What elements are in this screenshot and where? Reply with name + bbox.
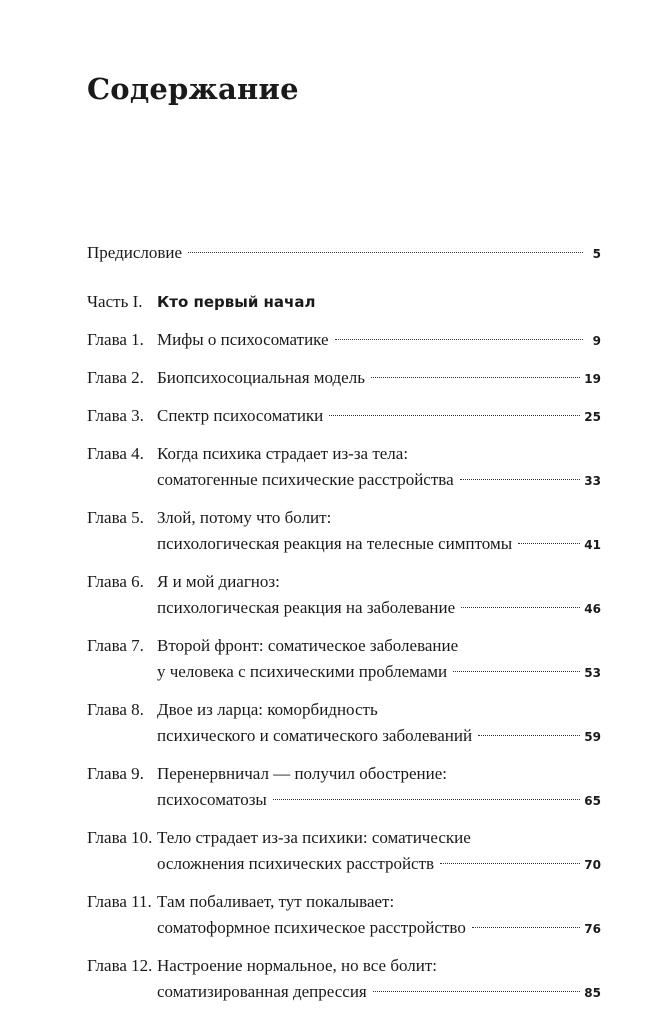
- chapter-label: Глава 3.: [87, 406, 144, 425]
- toc-entry-chapter[interactable]: [87, 889, 601, 942]
- toc-entry-body: [157, 569, 601, 622]
- chapter-label: Глава 4.: [87, 444, 144, 463]
- chapter-title-line: Там побаливает, тут покалывает:: [157, 892, 395, 911]
- toc-entry-body: [157, 441, 601, 494]
- toc-entry-body: [157, 505, 601, 558]
- toc-entry-body: [87, 240, 601, 267]
- chapter-label: Глава 9.: [87, 764, 144, 783]
- chapter-label: Глава 10.: [87, 828, 153, 847]
- dot-leader: [472, 927, 580, 928]
- toc-page-number: 53: [584, 666, 601, 680]
- dot-leader: [478, 735, 580, 736]
- toc-entry-title: Предисловие: [87, 243, 183, 262]
- chapter-title-line: соматогенные психические расстройства: [157, 470, 454, 489]
- part-label: Часть I.: [87, 292, 143, 311]
- toc-page-number: 41: [584, 538, 601, 552]
- chapter-title-line: Двое из ларца: коморбидность: [157, 700, 378, 719]
- toc-page-number: 9: [592, 334, 601, 348]
- toc-entry-chapter[interactable]: [87, 953, 601, 1006]
- chapter-label: Глава 11.: [87, 892, 152, 911]
- chapter-title-line: психологическая реакция на телесные симптомы: [157, 534, 513, 553]
- chapter-title-line: соматизированная депрессия: [157, 982, 367, 1001]
- toc-page-number: 5: [592, 247, 601, 261]
- dot-leader: [518, 543, 580, 544]
- chapter-title-line: осложнения психических расстройств: [157, 854, 435, 873]
- dot-leader: [371, 377, 580, 378]
- chapter-label: Глава 7.: [87, 636, 144, 655]
- dot-leader: [373, 991, 581, 992]
- dot-leader: [453, 671, 580, 672]
- toc-entry-body: [157, 365, 601, 392]
- dot-leader: [335, 339, 583, 340]
- toc-entry-body: [157, 403, 601, 430]
- part-title: Кто первый начал: [157, 293, 316, 311]
- toc-page-number: 85: [584, 986, 601, 1000]
- chapter-title-line: Когда психика страдает из-за тела:: [157, 444, 409, 463]
- toc-entry-chapter[interactable]: [87, 697, 601, 750]
- toc-entry-chapter[interactable]: [87, 633, 601, 686]
- toc-page-number: 33: [584, 474, 601, 488]
- chapter-title-line: Перенервничал — получил обострение:: [157, 764, 447, 783]
- toc-page-number: 25: [584, 410, 601, 424]
- toc-entry-body: [157, 825, 601, 878]
- chapter-list: [87, 327, 601, 1006]
- toc-page-number: 70: [584, 858, 601, 872]
- chapter-title-line: Спектр психосоматики: [157, 406, 324, 425]
- dot-leader: [440, 863, 580, 864]
- toc-entry-body: [157, 633, 601, 686]
- table-of-contents: [87, 240, 601, 1017]
- toc-page-number: 46: [584, 602, 601, 616]
- chapter-title-line: соматоформное психическое расстройство: [157, 918, 466, 937]
- chapter-title-line: у человека с психическими проблемами: [157, 662, 448, 681]
- toc-page-number: 76: [584, 922, 601, 936]
- dot-leader: [273, 799, 580, 800]
- chapter-title-line: Биопсихосоциальная модель: [157, 368, 365, 387]
- toc-entry-body: [157, 889, 601, 942]
- toc-entry-chapter[interactable]: [87, 327, 601, 354]
- toc-entry-body: [157, 761, 601, 814]
- toc-page-number: 59: [584, 730, 601, 744]
- chapter-label: Глава 5.: [87, 508, 144, 527]
- toc-entry-body: [157, 953, 601, 1006]
- chapter-title-line: Я и мой диагноз:: [157, 572, 280, 591]
- chapter-title-line: психического и соматического заболеваний: [157, 726, 473, 745]
- chapter-title-line: Злой, потому что болит:: [157, 508, 332, 527]
- part-heading: [87, 289, 601, 315]
- toc-entry-chapter[interactable]: [87, 505, 601, 558]
- page-title: Содержание: [87, 72, 299, 106]
- toc-entry-preface[interactable]: [87, 240, 601, 267]
- toc-entry-chapter[interactable]: [87, 569, 601, 622]
- toc-entry-chapter[interactable]: [87, 441, 601, 494]
- chapter-label: Глава 2.: [87, 368, 144, 387]
- dot-leader: [460, 479, 581, 480]
- toc-entry-body: [157, 697, 601, 750]
- toc-entry-chapter[interactable]: [87, 761, 601, 814]
- toc-page-number: 65: [584, 794, 601, 808]
- toc-entry-chapter[interactable]: [87, 403, 601, 430]
- chapter-title-line: психосоматозы: [157, 790, 267, 809]
- dot-leader: [188, 252, 583, 253]
- chapter-label: Глава 8.: [87, 700, 144, 719]
- toc-entry-chapter[interactable]: [87, 825, 601, 878]
- toc-entry-body: [157, 327, 601, 354]
- dot-leader: [461, 607, 580, 608]
- toc-page-number: 19: [584, 372, 601, 386]
- chapter-title-line: Мифы о психосоматике: [157, 330, 329, 349]
- dot-leader: [329, 415, 580, 416]
- chapter-label: Глава 6.: [87, 572, 144, 591]
- chapter-label: Глава 12.: [87, 956, 153, 975]
- chapter-label: Глава 1.: [87, 330, 144, 349]
- chapter-title-line: психологическая реакция на заболевание: [157, 598, 456, 617]
- toc-entry-chapter[interactable]: [87, 365, 601, 392]
- chapter-title-line: Тело страдает из-за психики: соматические: [157, 828, 471, 847]
- chapter-title-line: Настроение нормальное, но все болит:: [157, 956, 437, 975]
- chapter-title-line: Второй фронт: соматическое заболевание: [157, 636, 459, 655]
